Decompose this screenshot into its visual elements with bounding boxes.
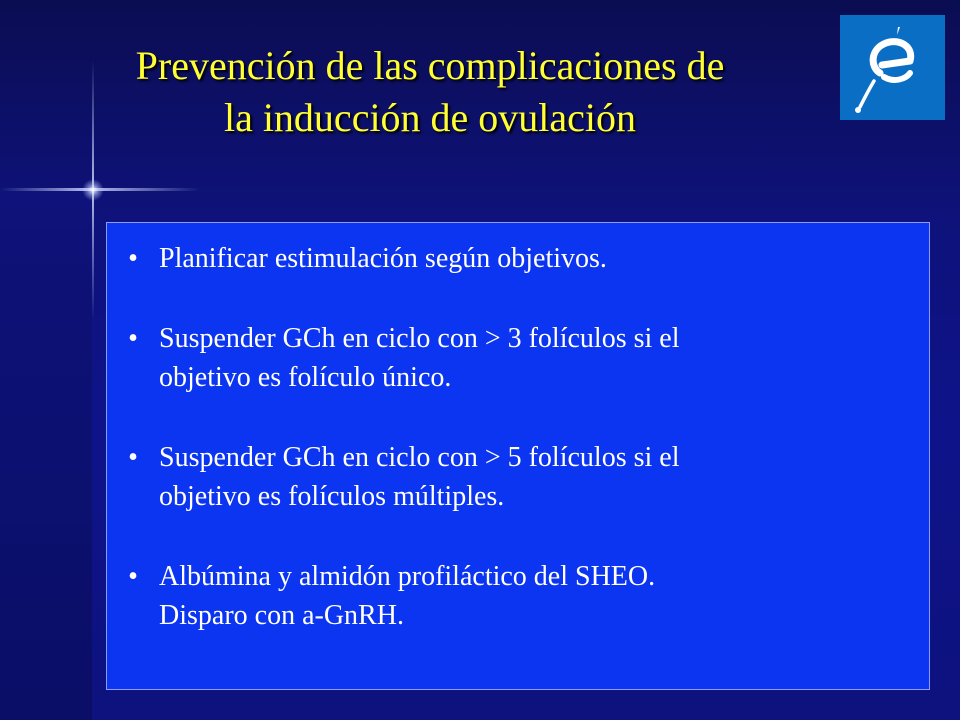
- bullet-marker: •: [128, 442, 138, 473]
- e-logo-graphic: [840, 15, 945, 120]
- bullet-marker: •: [128, 323, 138, 354]
- bullet-item: [107, 557, 929, 635]
- e-logo-icon: [840, 15, 945, 120]
- content-box: [106, 222, 930, 690]
- title-line-1: Prevención de las complicaciones de: [135, 43, 725, 88]
- bullet-text: Disparo con a-GnRH.: [159, 600, 404, 631]
- bullet-marker: •: [128, 561, 138, 592]
- title-line-2: la inducción de ovulación: [223, 95, 637, 140]
- bullet-text: Planificar estimulación según objetivos.: [159, 243, 607, 274]
- background-band: [0, 190, 92, 720]
- bullet-list: [107, 239, 929, 676]
- star-flare-core: [82, 179, 104, 201]
- bullet-marker: •: [128, 243, 138, 274]
- bullet-item: [107, 319, 929, 397]
- bullet-text: objetivo es folículo único.: [159, 362, 452, 393]
- bullet-text: objetivo es folículos múltiples.: [159, 481, 505, 512]
- bullet-text: Suspender GCh en ciclo con > 5 folículos si el: [159, 442, 680, 473]
- slide-title: [60, 40, 800, 144]
- bullet-text: Suspender GCh en ciclo con > 3 folículos si el: [159, 323, 680, 354]
- bullet-text: Albúmina y almidón profiláctico del SHEO.: [159, 561, 656, 592]
- bullet-item: [107, 438, 929, 516]
- bullet-item: [107, 239, 929, 278]
